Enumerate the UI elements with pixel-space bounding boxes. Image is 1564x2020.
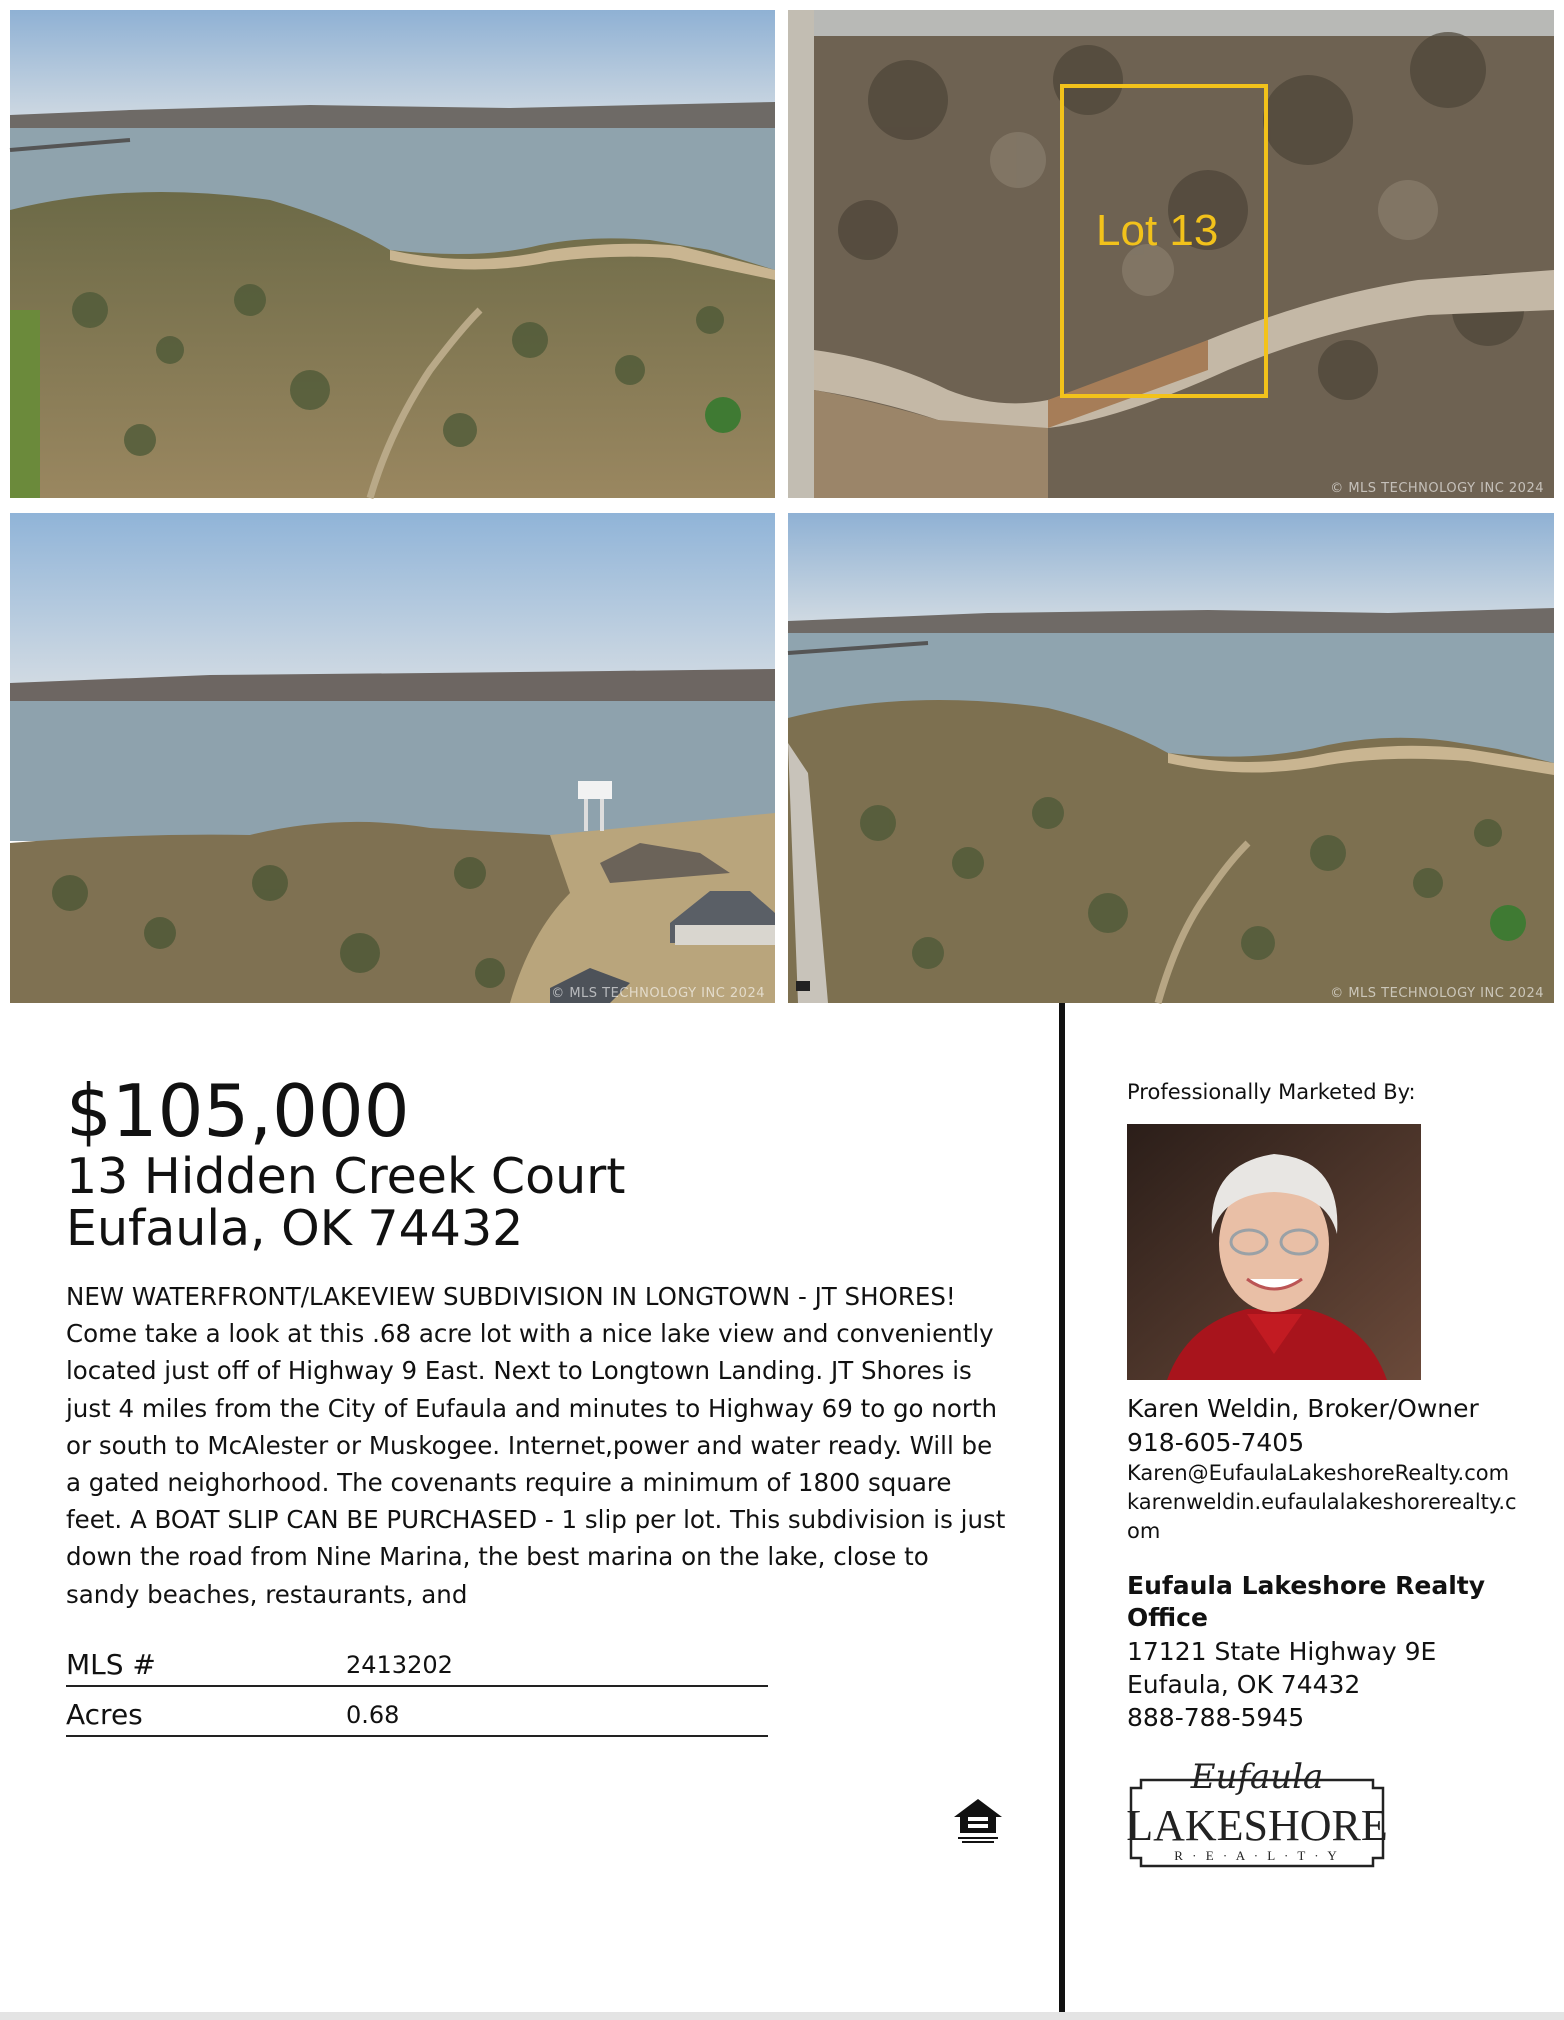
- agent-name: Karen Weldin, Broker/Owner: [1127, 1394, 1479, 1423]
- agent-photo: [1127, 1124, 1421, 1380]
- fact-value: 0.68: [346, 1701, 400, 1729]
- logo-sub: R · E · A · L · T · Y: [1174, 1848, 1340, 1863]
- lakeshore-realty-logo: [1127, 1758, 1387, 1868]
- office-city: Eufaula, OK 74432: [1127, 1670, 1361, 1699]
- fact-label: MLS #: [66, 1648, 156, 1681]
- listing-photo-2[interactable]: [788, 10, 1554, 498]
- agent-email[interactable]: Karen@EufaulaLakeshoreRealty.com: [1127, 1461, 1510, 1485]
- logo-script: Eufaula: [1190, 1757, 1324, 1797]
- aerial-lake-photo-4: [788, 513, 1554, 1003]
- aerial-lake-photo-3: [10, 513, 775, 1003]
- marketed-by-label: Professionally Marketed By:: [1127, 1080, 1416, 1104]
- equal-housing-opportunity-icon: [952, 1797, 1004, 1845]
- agent-portrait: [1127, 1124, 1421, 1380]
- office-name: Eufaula Lakeshore Realty Office: [1127, 1571, 1486, 1632]
- fact-label: Acres: [66, 1698, 143, 1731]
- aerial-lake-photo-1: [10, 10, 775, 498]
- address-line-1: 13 Hidden Creek Court: [66, 1148, 626, 1205]
- listing-photo-3[interactable]: [10, 513, 775, 1003]
- photo-watermark: © MLS TECHNOLOGY INC 2024: [1330, 481, 1544, 496]
- fact-row-acres: [66, 1695, 768, 1737]
- listing-price: $105,000: [66, 1069, 410, 1153]
- office-street: 17121 State Highway 9E: [1127, 1637, 1437, 1666]
- logo-main: LAKESHORE: [1126, 1801, 1388, 1850]
- listing-photo-4[interactable]: [788, 513, 1554, 1003]
- page-bottom-band: [0, 2012, 1564, 2020]
- lot-label: Lot 13: [1096, 206, 1219, 255]
- agent-website[interactable]: karenweldin.eufaulalakeshorerealty.com: [1127, 1490, 1517, 1543]
- column-divider: [1059, 1003, 1065, 2013]
- listing-photo-1[interactable]: [10, 10, 775, 498]
- fact-value: 2413202: [346, 1651, 453, 1679]
- photo-watermark: © MLS TECHNOLOGY INC 2024: [1330, 986, 1544, 1001]
- address-line-2: Eufaula, OK 74432: [66, 1200, 524, 1257]
- fact-row-mls: [66, 1645, 768, 1687]
- agent-phone[interactable]: 918-605-7405: [1127, 1428, 1305, 1457]
- listing-description: NEW WATERFRONT/LAKEVIEW SUBDIVISION IN LONGTOWN - JT SHORES! Come take a look at this .68 acre lot with a nice lake view and conveniently located just off of Highway 9 East. Next to Longtown Landing. JT Shores is just 4 miles from the City of Eufaula and minutes to Highway 69 to go north or south to McAlester or Muskogee. Internet,power and water ready. Will be a gated neighorhood. The covenants require a minimum of 1800 square feet. A BOAT SLIP CAN BE PURCHASED - 1 slip per lot. This subdivision is just down the road from Nine Marina, the best marina on the lake, close to sandy beaches, restaurants, and: [66, 1282, 1006, 1609]
- office-phone[interactable]: 888-788-5945: [1127, 1703, 1305, 1732]
- photo-watermark: © MLS TECHNOLOGY INC 2024: [551, 986, 765, 1001]
